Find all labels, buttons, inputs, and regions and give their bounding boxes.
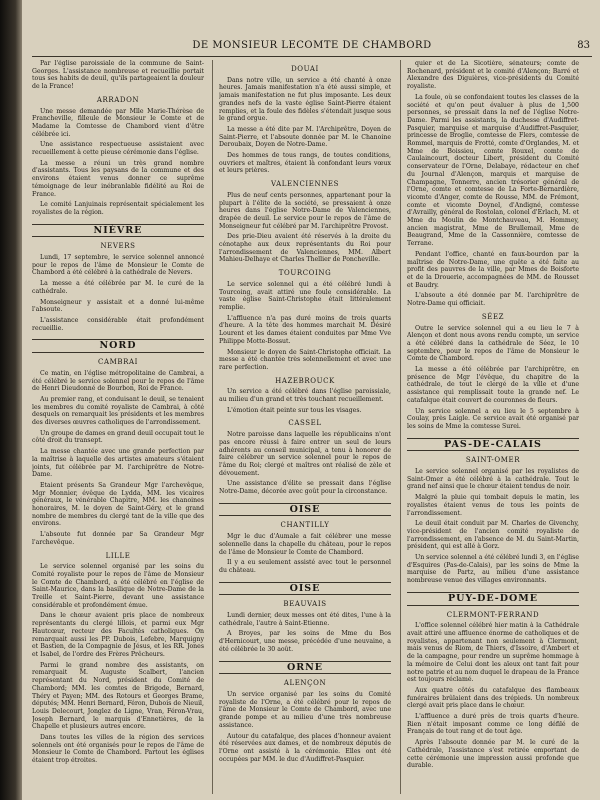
article-paragraph: Monseigneur y assistait et a donné lui-même l'absoute. (32, 298, 204, 314)
article-paragraph: Des prie-Dieu avaient été réservés à la droite du cénotaphe aux deux représentants du Roi pour l'arrondissement de Valenciennes, MM. Albert Mahieu-Delhaye et Charles Thellier de Poncheville. (219, 233, 391, 264)
article-paragraph: Une assistance respectueuse assistaient avec recueillement à cette pieuse cérémonie dans l'église. (32, 141, 204, 157)
article-paragraph: Au premier rang, et conduisant le deuil, se tenaient les membres du comité royaliste de Cambrai, à côté desquels on remarquait les présidents et les membres des diverses œuvres catholiques de l'arrondissement. (32, 395, 204, 427)
article-paragraph: Lundi, 17 septembre, le service solennel annoncé pour le repos de l'âme de Monsieur le Comte de Chambord a été célébré à la cathédrale de Nevers. (32, 254, 204, 277)
article-paragraph: L'émotion était peinte sur tous les visages. (227, 406, 362, 414)
article-paragraph: Un service organisé par les soins du Comité royaliste de l'Orne, a été célébré pour le repos de l'âme de Monsieur le Comte de Chambord, avec une grande pompe et au milieu d'une très nombreuse assistance. (219, 691, 391, 729)
article-paragraph: Notre paroisse dans laquelle les républicains n'ont pas encore réussi à faire entrer un seul de leurs adhérents au conseil municipal, a tenu à honorer de faire célébrer un service solennel pour le repos de l'âme du Roi; clergé et maîtres ont réalisé de zèle et dévouement. (219, 431, 391, 477)
article-paragraph: Dans le chœur avaient pris place de nombreux représentants du clergé lillois, et parmi eux Mgr Hautcœur, recteur des Facultés catholiques. On remarquait aussi les PP. Dubois, Lefebre, Marquigny et Bastien, de la Compagnie de Jésus, et les RR. Jones et Isabel, de l'ordre des Frères Prêcheurs. (32, 612, 204, 658)
article-paragraph: Parmi le grand nombre des assistants, on remarquait M. Auguste Scalbert, l'ancien représentant du Nord, président du Comité de Chambord; MM. les comtes de Brigode, Bernard, Théry et Payen; MM. des Rotours et Georges Brame, députés; MM. Henri Bernard, Féron, Dubois de Nieuil, Louis Delecourt, Jonglez de Ligne, Vran, Féron-Vrau, Joseph Bernard, le marquis d'Ennetières, de la Chapelle et plusieurs autres encore. (32, 661, 204, 731)
article-paragraph: Pendant l'office, chanté en faux-bourdon par la maîtrise de Notre-Dame, une quête a été faite au profit des pauvres de la ville, par Mmes de Boisforte et de la Drouerie, accompagnées de MM. de Rousset et Baudry. (407, 250, 579, 289)
article-paragraph: Mgr le duc d'Aumale a fait célébrer une messe solennelle dans la chapelle du château, pour le repos de l'âme de Monsieur le Comte de Chambord. (219, 533, 391, 556)
article-paragraph: Dans notre ville, un service a été chanté à onze heures. Jamais manifestation n'a été aussi simple, et jamais manifestation ne fut plus imposante. Les deux grandes nefs de la vaste église Saint-Pierre étaient remplies, et la foule des fidèles s'étendait jusque sous le grand orgue. (219, 76, 391, 123)
article-paragraph: Etaient présents Sa Grandeur Mgr l'archevêque, Mgr Monnier, évêque de Lydda, MM. les vicaires généraux, le vénérable Chapitre, MM. les chanoines honoraires, M. le doyen de Saint-Géry, et le grand nombre de membres du clergé tant de la ville que des environs. (32, 481, 204, 528)
city-heading: BEAUVAIS (283, 600, 327, 609)
city-heading: NEVERS (100, 242, 136, 251)
department-heading: NIÈVRE (32, 224, 204, 238)
article-paragraph: A Broyes, par les soins de Mme du Bos d'Hernicourt, une messe, précédée d'une neuvaine, a été célébrée le 30 août. (219, 630, 391, 653)
article-paragraph: Monsieur le doyen de Saint-Christophe officiait. La messe a été chantée très solennellement et avec une rare perfection. (219, 348, 391, 371)
article-paragraph: Un service solennel a eu lieu le 5 septembre à Coulay, près Laigle. Ce service avait été organisé par les soins de Mme la comtesse Surei. (407, 407, 579, 430)
city-heading: CLERMONT-FERRAND (446, 610, 540, 619)
article-paragraph: La messe chantée avec une grande perfection par la maîtrise à laquelle des artistes amateurs s'étaient joints, fut célébrée par M. l'archiprêtre de Notre-Dame. (32, 448, 204, 479)
article-paragraph: Après l'absoute donnée par M. le curé de la Cathédrale, l'assistance s'est retirée emportant de cette cérémonie une impression aussi profonde que durable. (407, 739, 579, 770)
city-heading: HAZEBROUCK (275, 376, 335, 385)
article-paragraph: Le service solennel organisé par les royalistes de Saint-Omer a été célébré à la cathédrale. Tout le grand nef ainsi que le chœur étaient tendus de noir. (407, 468, 579, 491)
city-heading: TOURCOING (278, 269, 332, 278)
article-paragraph: Le comité Lanjuinais représentait spécialement les royalistes de la région. (32, 201, 204, 216)
article-paragraph: Un service a été célébré dans l'église paroissiale, au milieu d'un grand et très touchant recueillement. (219, 388, 391, 404)
article-paragraph: Un groupe de dames en grand deuil occupait tout le côté droit du transept. (32, 429, 204, 445)
article-paragraph: Un service solennel a été célébré lundi 3, en l'église d'Esquires (Pas-de-Calais), par les soins de Mme la marquise de Partz, au milieu d'une assistance nombreuse venue des villages environnants. (407, 554, 579, 585)
article-paragraph: L'affluence a duré près de trois quarts d'heure. Rien n'était imposant comme ce long défilé de Français de tout rang et de tout âge. (407, 713, 579, 736)
article-paragraph: Plus de neuf cents personnes, appartenant pour la plupart à l'élite de la société, se pressaient à onze heures dans l'église Notre-Dame de Valenciennes, drapée de deuil. Le service pour le repos de l'âme de Monseigneur fut célébré par M. l'archiprêtre Provost. (219, 191, 391, 230)
article-paragraph: La messe a été célébrée par M. le curé de la cathédrale. (32, 280, 204, 295)
department-heading: ORNE (219, 661, 391, 675)
article-paragraph: Il y a eu seulement assisté avec tout le personnel du château. (219, 559, 391, 574)
page-number: 83 (577, 40, 590, 51)
article-paragraph: Malgré la pluie qui tombait depuis le matin, les royalistes étaient venus de tous les points de l'arrondissement. (407, 494, 579, 517)
city-heading: SAINT-OMER (465, 456, 521, 465)
column-rule (212, 60, 213, 794)
article-paragraph: Outre le service solennel qui a eu lieu le 7 à Alençon et dont nous avons rendu compte, un service a été célébré dans la cathédrale de Séez, le 10 septembre, pour le repos de l'âme de Monsieur le Comte de Chambord. (407, 324, 579, 363)
article-paragraph: Lundi dernier, deux messes ont été dites, l'une à la cathédrale, l'autre à Saint-Etienne. (219, 612, 391, 627)
article-paragraph: Le deuil était conduit par M. Charles de Givenchy, vice-président de l'ancien comité royaliste de l'arrondissement, en l'absence de M. du Saint-Martin, président, qui est allé à Gorz. (407, 520, 579, 551)
page-header (32, 40, 592, 57)
article-paragraph: La messe a été célébrée par l'archiprêtre, en présence de Mgr l'évêque, du chapitre de la cathédrale, de tout le clergé de la ville et d'une assistance qui remplissait toute la grande nef. Le catafalque était couvert de couronnes de fleurs. (407, 366, 579, 404)
department-heading: OISE (219, 582, 391, 596)
city-heading: ALENÇON (283, 679, 327, 688)
column-right (407, 60, 579, 794)
article-paragraph: Le service solennel organisé par les soins du Comité royaliste pour le repos de l'âme de Monsieur le Comte de Chambord, a été célébré en l'église de Saint-Maurice, dans la basilique de Notre-Dame de la Treille et Saint-Pierre, devant une assistance considérable et profondément émue. (32, 563, 204, 609)
article-paragraph: La foule, où se confondaient toutes les classes de la société et qu'on peut évaluer à plus de 1,500 personnes, se pressait dans la nef de l'église Notre-Dame. Parmi les assistants, la duchesse d'Audiffret-Pasquier, marquise et marquise d'Audiffret-Pasquier, princesse de Broglie, comtesse de Flers, comtesse de Rommel, marquis de Frotté, comte d'Orglandes, M. et Mme de Boissieu, comte Rouxel, comte de Caulaincourt, docteur Libert, président du Comité conservateur de l'Orne, Delabaye, rédacteur en chef du Journal d'Alençon, marquis et marquise de Champagne, Tonnerre, ancien trésorier général de l'Orne, comte et comtesse de La Forte-Bernardière, vicomte d'Anger, comte de Rousse, MM. de Frémont, comte et vicomte Doynel, d'Andigné, comtesse d'Avrailly, général de Rostolan, colonel d'Erlach, M. et Mme du Moulin de Montchauveau, M. Hommey, ancien magistrat, Mme de Brullemail, Mme de Beaugrand, Mme de la Cassonnière, comtesse de Terrane. (407, 93, 579, 248)
article-paragraph: Ce matin, en l'église métropolitaine de Cambrai, a été célébré le service solennel pour le repos de l'âme de Henri Dieudonné de Bourbon, Roi de France. (32, 369, 204, 393)
running-title: DE MONSIEUR LECOMTE DE CHAMBORD (192, 40, 432, 51)
department-heading: NORD (32, 339, 204, 353)
article-paragraph: Une assistance d'élite se pressait dans l'église Notre-Dame, décorée avec goût pour la circonstance. (219, 480, 391, 496)
article-paragraph: La messe a été dite par M. l'Archiprêtre, Doyen de Saint-Pierre, et l'absoute donnée par M. le Chanoine Deroubaix, Doyen de Notre-Dame. (219, 125, 391, 149)
column-middle (219, 60, 391, 794)
article-paragraph: L'affluence n'a pas duré moins de trois quarts d'heure. A la tête des hommes marchait M. Désiré Lourent et les dames étaient conduites par Mme Vve Philippe Motte-Bossut. (219, 314, 391, 345)
article-paragraph: Aux quatre côtés du catafalque des flambeaux funéraires brûlaient dans des trépieds. Un nombreux clergé avait pris place dans le chœur. (407, 686, 579, 710)
newspaper-page (22, 0, 600, 800)
city-heading: CASSEL (288, 419, 322, 428)
article-paragraph: Par l'église paroissiale de la commune de Saint-Georges. L'assistance nombreuse et recueillie portait tous ses habits de deuil, qu'ils partageaient la douleur de la France! (32, 60, 204, 91)
article-paragraph: L'office solennel célébré hier matin à la Cathédrale avait attiré une affluence énorme de catholiques et de royalistes, appartenant non seulement à Clermont, mais venus de Riom, de Thiers, d'Issoire, d'Ambert et de la campagne, pour rendre un suprême hommage à la mémoire de Celui dont les aïeux ont tant fait pour notre patrie et au nom duquel le drapeau de la France est toujours réclamé. (407, 622, 579, 684)
city-heading: SÉEZ (481, 312, 505, 321)
column-rule (400, 60, 401, 794)
article-paragraph: Dans toutes les villes de la région des services solennels ont été organisés pour le repos de l'âme de Monsieur le Comte de Chambord. Partout les églises étaient trop étroites. (32, 734, 204, 765)
article-paragraph: Des hommes de tous rangs, de toutes conditions, ouvriers et maîtres, étaient là confondant leurs vœux et leurs prières. (219, 152, 391, 175)
article-paragraph: L'absoute a été donnée par M. l'archiprêtre de Notre-Dame qui officiait. (407, 292, 579, 308)
city-heading: VALENCIENNES (270, 180, 340, 189)
department-heading: PUY-DE-DOME (407, 592, 579, 606)
article-paragraph: La messe a réuni un très grand nombre d'assistants. Tous les paysans de la commune et des environs étaient venus donner ce suprême témoignage de leur inébranlable fidélité au Roi de France. (32, 159, 204, 198)
city-heading: DOUAI (291, 65, 319, 73)
article-paragraph: Autour du catafalque, des places d'honneur avaient été réservées aux dames, et de nombreux députés de l'Orne ont assisté à la cérémonie. Elles ont été occupées par MM. le duc d'Audiffret-Pasquier. (219, 732, 391, 763)
book-binding-shadow (0, 0, 22, 800)
article-paragraph: Le service solennel qui a été célébré lundi à Tourcoing, avait attiré une foule considérable. La vaste église Saint-Christophe était littéralement remplie. (219, 280, 391, 311)
column-left (32, 60, 204, 794)
article-paragraph: L'absoute fut donnée par Sa Grandeur Mgr l'archevêque. (32, 531, 204, 546)
article-paragraph: Une messe demandée par Mlle Marie-Thérèse de Francheville, filleule de Monsieur le Comte et de Madame la Comtesse de Chambord vient d'être célébrée ici. (32, 107, 204, 138)
city-heading: CHANTILLY (280, 521, 330, 530)
department-heading: OISE (219, 503, 391, 517)
city-heading: ARRADON (96, 95, 140, 104)
article-paragraph: quier et de La Sicotière, sénateurs; comte de Rochenard, président et le comité d'Alençon; Barré et Alexandre des Diguières, vice-présidents du Comité royaliste. (407, 60, 579, 91)
city-heading: CAMBRAI (97, 358, 138, 367)
department-heading: PAS-DE-CALAIS (407, 438, 579, 452)
city-heading: LILLE (105, 551, 131, 560)
article-paragraph: L'assistance considérable était profondément recueillie. (32, 316, 204, 332)
